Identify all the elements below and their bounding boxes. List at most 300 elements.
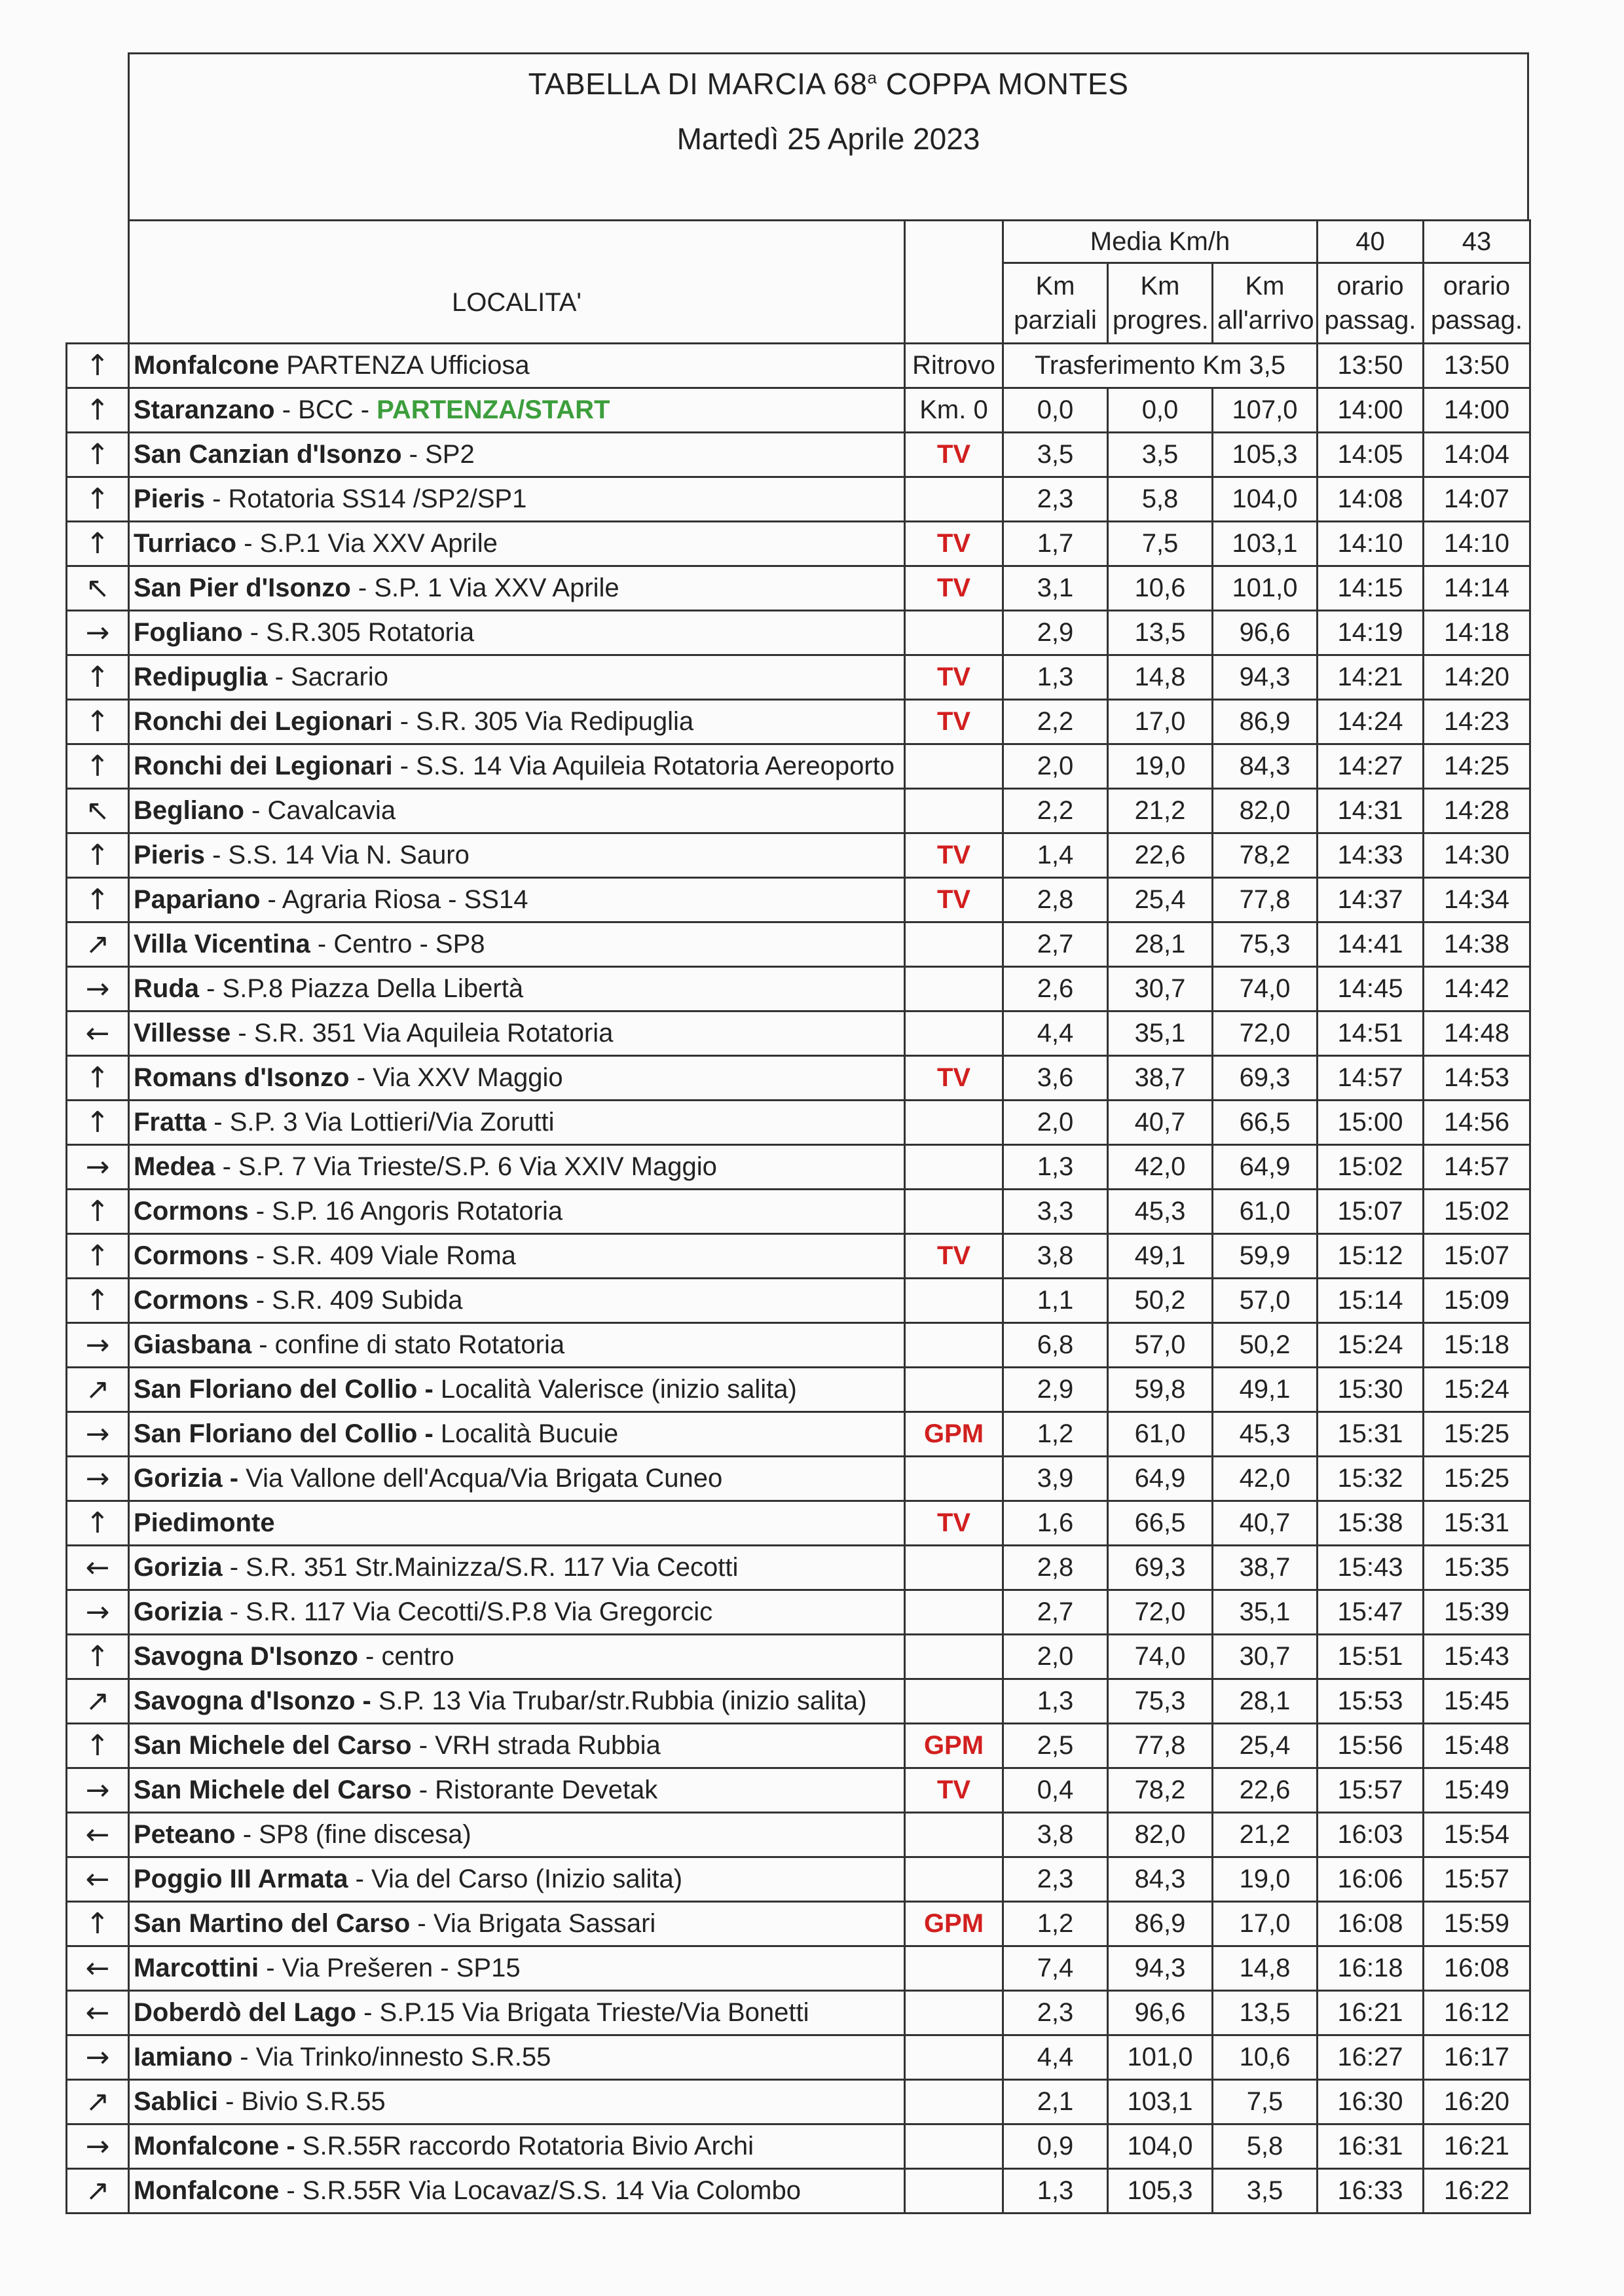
arrow-right-icon: →	[67, 1145, 129, 1190]
start-label: PARTENZA/START	[377, 395, 610, 424]
control-tag: TV	[905, 878, 1003, 922]
place-detail: - S.P.1 Via XXV Aprile	[236, 529, 498, 558]
km-parziali: 2,9	[1003, 1368, 1108, 1412]
control-tag: TV	[905, 566, 1003, 611]
km-all-arrivo: 96,6	[1213, 611, 1318, 655]
control-tag	[905, 2035, 1003, 2080]
km-all-arrivo: 28,1	[1213, 1679, 1318, 1724]
orario-passaggio-43: 15:09	[1424, 1279, 1530, 1323]
orario-passaggio-43: 14:25	[1424, 744, 1530, 789]
km-all-arrivo: 42,0	[1213, 1457, 1318, 1501]
table-row	[67, 1635, 1530, 1679]
arrow-up-right-icon: ↗	[67, 2080, 129, 2124]
table-row	[67, 1724, 1530, 1768]
localita-cell	[129, 1368, 905, 1412]
arrow-up-icon: ↑	[67, 700, 129, 744]
km-parziali: 3,8	[1003, 1234, 1108, 1279]
km-progressivi: 13,5	[1108, 611, 1213, 655]
place-detail: - Rotatoria SS14 /SP2/SP1	[204, 484, 527, 513]
place-name: Gorizia	[134, 1553, 223, 1582]
arrow-up-icon: ↑	[67, 1724, 129, 1768]
km-parziali: 1,4	[1003, 833, 1108, 878]
km-progressivi: 103,1	[1108, 2080, 1213, 2124]
orario-passaggio-40: 15:51	[1318, 1635, 1424, 1679]
place-name: Medea	[134, 1152, 215, 1181]
place-name: Gorizia	[134, 1597, 223, 1626]
orario-passaggio-40: 14:24	[1318, 700, 1424, 744]
place-detail: - Centro - SP8	[310, 930, 485, 958]
orario-passaggio-43: 15:54	[1424, 1813, 1530, 1857]
control-tag	[905, 1145, 1003, 1190]
place-name: Fratta	[134, 1108, 207, 1137]
control-tag	[905, 611, 1003, 655]
table-row	[67, 1991, 1530, 2035]
place-name: Romans d'Isonzo	[134, 1063, 350, 1092]
orario-passaggio-43: 16:21	[1424, 2124, 1530, 2169]
orario-passaggio-43: 14:28	[1424, 789, 1530, 833]
table-row	[67, 2080, 1530, 2124]
km-parziali: 2,5	[1003, 1724, 1108, 1768]
km-arrivo-header: Km all'arrivo	[1213, 263, 1318, 344]
place-detail: PARTENZA Ufficiosa	[279, 351, 530, 380]
km-all-arrivo: 94,3	[1213, 655, 1318, 700]
place-detail: - S.S. 14 Via Aquileia Rotatoria Aereoporto	[392, 752, 895, 780]
localita-cell	[129, 1056, 905, 1101]
place-detail: - S.R. 305 Via Redipuglia	[392, 707, 694, 736]
arrow-up-icon: ↑	[67, 433, 129, 477]
km-parziali: 1,1	[1003, 1279, 1108, 1323]
place-name: San Pier d'Isonzo	[134, 574, 351, 602]
km-parziali: 0,0	[1003, 388, 1108, 433]
arrow-up-icon: ↑	[67, 1501, 129, 1546]
table-row	[67, 1368, 1530, 1412]
km-all-arrivo: 19,0	[1213, 1857, 1318, 1902]
orario-passaggio-40: 14:33	[1318, 833, 1424, 878]
km-all-arrivo: 25,4	[1213, 1724, 1318, 1768]
arrow-right-icon: →	[67, 1412, 129, 1457]
control-tag: Ritrovo	[905, 344, 1003, 388]
km-progres-header: Km progres.	[1108, 263, 1213, 344]
km-progressivi: 7,5	[1108, 522, 1213, 566]
km-progressivi: 57,0	[1108, 1323, 1213, 1368]
place-detail: - Via del Carso (Inizio salita)	[348, 1865, 683, 1893]
localita-cell	[129, 655, 905, 700]
orario-passaggio-40: 14:31	[1318, 789, 1424, 833]
place-detail: - Cavalcavia	[244, 796, 396, 825]
localita-cell	[129, 1501, 905, 1546]
arrow-right-icon: →	[67, 1457, 129, 1501]
orario-passaggio-40: 16:03	[1318, 1813, 1424, 1857]
table-row	[67, 1145, 1530, 1190]
orario-passaggio-40: 15:30	[1318, 1368, 1424, 1412]
place-detail: - S.R. 409 Subida	[248, 1286, 463, 1315]
km-parziali: 1,3	[1003, 655, 1108, 700]
header-row-speed	[67, 221, 1530, 263]
km-parziali: 0,9	[1003, 2124, 1108, 2169]
orario-passaggio-43: 15:02	[1424, 1190, 1530, 1234]
km-all-arrivo: 103,1	[1213, 522, 1318, 566]
km-progressivi: 22,6	[1108, 833, 1213, 878]
km-parziali: 1,3	[1003, 1145, 1108, 1190]
km-progressivi: 77,8	[1108, 1724, 1213, 1768]
km-parziali: 3,5	[1003, 433, 1108, 477]
localita-cell	[129, 967, 905, 1011]
place-name: Staranzano	[134, 395, 275, 424]
km-parziali: 2,7	[1003, 922, 1108, 967]
orario-passaggio-43: 15:31	[1424, 1501, 1530, 1546]
km-parziali: 2,3	[1003, 1857, 1108, 1902]
table-row	[67, 1857, 1530, 1902]
speed-40-header: 40	[1318, 221, 1424, 263]
arrow-up-icon: ↑	[67, 477, 129, 522]
table-row	[67, 700, 1530, 744]
arrow-up-icon: ↑	[67, 1190, 129, 1234]
orario-passaggio-43: 15:18	[1424, 1323, 1530, 1368]
arrow-up-left-icon: ↖	[67, 789, 129, 833]
km-all-arrivo: 21,2	[1213, 1813, 1318, 1857]
km-all-arrivo: 78,2	[1213, 833, 1318, 878]
orario-passaggio-43: 14:18	[1424, 611, 1530, 655]
control-tag	[905, 1946, 1003, 1991]
km-parziali: 1,3	[1003, 1679, 1108, 1724]
table-row	[67, 1190, 1530, 1234]
orario-passaggio-40: 14:27	[1318, 744, 1424, 789]
place-detail: - S.R. 409 Viale Roma	[248, 1241, 516, 1270]
km-progressivi: 45,3	[1108, 1190, 1213, 1234]
orario-passaggio-43: 14:04	[1424, 433, 1530, 477]
km-progressivi: 82,0	[1108, 1813, 1213, 1857]
control-tag	[905, 1857, 1003, 1902]
arrow-up-icon: ↑	[67, 388, 129, 433]
arrow-up-icon: ↑	[67, 1279, 129, 1323]
place-detail: - S.R.55R Via Locavaz/S.S. 14 Via Colombo	[279, 2176, 801, 2205]
km-parziali: 2,6	[1003, 967, 1108, 1011]
place-name: Villa Vicentina	[134, 930, 310, 958]
orario-43-header: orario passag.	[1424, 263, 1530, 344]
localita-cell	[129, 2080, 905, 2124]
km-all-arrivo: 7,5	[1213, 2080, 1318, 2124]
localita-cell	[129, 388, 905, 433]
place-name: Marcottini	[134, 1954, 259, 1982]
arrow-left-icon: ←	[67, 1546, 129, 1590]
place-detail: - Via Trinko/innesto S.R.55	[232, 2043, 551, 2071]
control-tag	[905, 967, 1003, 1011]
table-row	[67, 833, 1530, 878]
orario-passaggio-40: 15:43	[1318, 1546, 1424, 1590]
localita-cell	[129, 1857, 905, 1902]
place-name: Piedimonte	[134, 1508, 275, 1537]
orario-passaggio-43: 15:25	[1424, 1412, 1530, 1457]
km-progressivi: 17,0	[1108, 700, 1213, 744]
table-row	[67, 2169, 1530, 2214]
arrow-left-icon: ←	[67, 1813, 129, 1857]
orario-passaggio-43: 14:30	[1424, 833, 1530, 878]
orario-passaggio-40: 14:21	[1318, 655, 1424, 700]
km-all-arrivo: 35,1	[1213, 1590, 1318, 1635]
table-row	[67, 1011, 1530, 1056]
control-tag	[905, 2080, 1003, 2124]
localita-cell	[129, 1724, 905, 1768]
orario-passaggio-40: 13:50	[1318, 344, 1424, 388]
km-all-arrivo: 101,0	[1213, 566, 1318, 611]
place-name: Pieris	[134, 841, 205, 869]
arrow-left-icon: ←	[67, 1991, 129, 2035]
control-tag: TV	[905, 700, 1003, 744]
orario-passaggio-43: 13:50	[1424, 344, 1530, 388]
place-name: San Floriano del Collio -	[134, 1375, 434, 1404]
km-progressivi: 61,0	[1108, 1412, 1213, 1457]
arrow-up-icon: ↑	[67, 833, 129, 878]
km-all-arrivo: 57,0	[1213, 1279, 1318, 1323]
km-progressivi: 10,6	[1108, 566, 1213, 611]
arrow-right-icon: →	[67, 2124, 129, 2169]
orario-passaggio-43: 14:14	[1424, 566, 1530, 611]
orario-passaggio-40: 15:56	[1318, 1724, 1424, 1768]
km-parziali: 2,1	[1003, 2080, 1108, 2124]
km-progressivi: 66,5	[1108, 1501, 1213, 1546]
place-detail: Via Vallone dell'Acqua/Via Brigata Cuneo	[238, 1464, 723, 1493]
place-detail: - Ristorante Devetak	[411, 1776, 658, 1804]
km-all-arrivo: 107,0	[1213, 388, 1318, 433]
arrow-up-right-icon: ↗	[67, 1368, 129, 1412]
orario-passaggio-40: 14:41	[1318, 922, 1424, 967]
place-detail: - Agraria Riosa - SS14	[260, 885, 528, 914]
orario-passaggio-43: 15:49	[1424, 1768, 1530, 1813]
place-detail: - SP2	[401, 440, 475, 469]
orario-passaggio-43: 14:38	[1424, 922, 1530, 967]
place-name: Monfalcone -	[134, 2132, 295, 2160]
arrow-up-right-icon: ↗	[67, 922, 129, 967]
km-parziali: 2,9	[1003, 611, 1108, 655]
place-detail: - Sacrario	[267, 663, 388, 691]
km-all-arrivo: 66,5	[1213, 1101, 1318, 1145]
km-progressivi: 96,6	[1108, 1991, 1213, 2035]
control-tag	[905, 2124, 1003, 2169]
place-detail: - S.P. 16 Angoris Rotatoria	[248, 1197, 563, 1226]
orario-passaggio-43: 15:59	[1424, 1902, 1530, 1946]
place-name: Fogliano	[134, 618, 243, 647]
km-progressivi: 78,2	[1108, 1768, 1213, 1813]
control-tag	[905, 1190, 1003, 1234]
arrow-up-icon: ↑	[67, 878, 129, 922]
localita-cell	[129, 1991, 905, 2035]
orario-passaggio-40: 16:27	[1318, 2035, 1424, 2080]
localita-cell	[129, 878, 905, 922]
arrow-left-icon: ←	[67, 1857, 129, 1902]
orario-passaggio-43: 16:22	[1424, 2169, 1530, 2214]
orario-passaggio-43: 14:56	[1424, 1101, 1530, 1145]
localita-cell	[129, 1590, 905, 1635]
control-tag	[905, 1011, 1003, 1056]
arrow-up-left-icon: ↖	[67, 566, 129, 611]
place-detail: - S.P.15 Via Brigata Trieste/Via Bonetti	[356, 1998, 809, 2027]
arrow-up-icon: ↑	[67, 1902, 129, 1946]
localita-header: LOCALITA'	[129, 263, 905, 344]
table-row	[67, 566, 1530, 611]
localita-cell	[129, 2035, 905, 2080]
table-row	[67, 611, 1530, 655]
arrow-up-icon: ↑	[67, 744, 129, 789]
arrow-up-icon: ↑	[67, 655, 129, 700]
place-detail: - VRH strada Rubbia	[411, 1731, 661, 1760]
control-tag	[905, 1279, 1003, 1323]
place-detail: - Via Brigata Sassari	[410, 1909, 656, 1938]
km-all-arrivo: 86,9	[1213, 700, 1318, 744]
table-row	[67, 655, 1530, 700]
km-all-arrivo: 3,5	[1213, 2169, 1318, 2214]
km-parziali: 2,0	[1003, 1101, 1108, 1145]
transfer-note: Trasferimento Km 3,5	[1003, 344, 1318, 388]
localita-cell	[129, 2169, 905, 2214]
orario-passaggio-40: 15:38	[1318, 1501, 1424, 1546]
km-parziali: 2,0	[1003, 1635, 1108, 1679]
place-name: Villesse	[134, 1019, 231, 1048]
localita-cell	[129, 833, 905, 878]
orario-passaggio-43: 14:23	[1424, 700, 1530, 744]
title-line-2: Martedì 25 Aprile 2023	[676, 122, 980, 156]
orario-passaggio-43: 16:20	[1424, 2080, 1530, 2124]
km-progressivi: 49,1	[1108, 1234, 1213, 1279]
km-parziali: 7,4	[1003, 1946, 1108, 1991]
orario-passaggio-43: 15:25	[1424, 1457, 1530, 1501]
km-parziali-header: Km parziali	[1003, 263, 1108, 344]
table-row	[67, 1279, 1530, 1323]
km-progressivi: 30,7	[1108, 967, 1213, 1011]
control-tag	[905, 1457, 1003, 1501]
localita-cell	[129, 522, 905, 566]
km-all-arrivo: 45,3	[1213, 1412, 1318, 1457]
km-progressivi: 105,3	[1108, 2169, 1213, 2214]
table-row	[67, 1590, 1530, 1635]
table-row	[67, 967, 1530, 1011]
header-row-columns	[67, 263, 1530, 344]
place-name: Papariano	[134, 885, 261, 914]
orario-passaggio-43: 14:42	[1424, 967, 1530, 1011]
place-name: Cormons	[134, 1286, 249, 1315]
arrow-up-right-icon: ↗	[67, 2169, 129, 2214]
control-tag: TV	[905, 1768, 1003, 1813]
orario-passaggio-40: 14:10	[1318, 522, 1424, 566]
orario-passaggio-40: 14:15	[1318, 566, 1424, 611]
place-name: Monfalcone	[134, 351, 280, 380]
km-parziali: 3,9	[1003, 1457, 1108, 1501]
km-progressivi: 5,8	[1108, 477, 1213, 522]
localita-cell	[129, 744, 905, 789]
km-progressivi: 19,0	[1108, 744, 1213, 789]
km-progressivi: 14,8	[1108, 655, 1213, 700]
control-tag: GPM	[905, 1412, 1003, 1457]
control-tag	[905, 1546, 1003, 1590]
control-tag	[905, 789, 1003, 833]
orario-passaggio-40: 14:37	[1318, 878, 1424, 922]
orario-passaggio-43: 16:12	[1424, 1991, 1530, 2035]
orario-passaggio-43: 14:10	[1424, 522, 1530, 566]
table-row	[67, 1234, 1530, 1279]
table-row	[67, 1546, 1530, 1590]
orario-passaggio-40: 14:19	[1318, 611, 1424, 655]
place-name: Sablici	[134, 2087, 218, 2116]
km-all-arrivo: 61,0	[1213, 1190, 1318, 1234]
arrow-up-icon: ↑	[67, 344, 129, 388]
place-detail: - S.P. 1 Via XXV Aprile	[350, 574, 619, 602]
km-all-arrivo: 69,3	[1213, 1056, 1318, 1101]
orario-passaggio-43: 14:48	[1424, 1011, 1530, 1056]
table-row	[67, 744, 1530, 789]
localita-cell	[129, 344, 905, 388]
table-row	[67, 344, 1530, 388]
km-progressivi: 72,0	[1108, 1590, 1213, 1635]
orario-passaggio-43: 15:39	[1424, 1590, 1530, 1635]
km-progressivi: 42,0	[1108, 1145, 1213, 1190]
orario-passaggio-40: 15:00	[1318, 1101, 1424, 1145]
localita-cell	[129, 1902, 905, 1946]
localita-cell	[129, 1946, 905, 1991]
orario-passaggio-40: 14:45	[1318, 967, 1424, 1011]
table-row	[67, 477, 1530, 522]
table-row	[67, 1457, 1530, 1501]
table-row	[67, 878, 1530, 922]
localita-cell	[129, 1101, 905, 1145]
table-row	[67, 922, 1530, 967]
place-name: Savogna D'Isonzo	[134, 1642, 358, 1671]
control-tag	[905, 1813, 1003, 1857]
orario-passaggio-40: 14:57	[1318, 1056, 1424, 1101]
km-parziali: 1,2	[1003, 1902, 1108, 1946]
localita-cell	[129, 1635, 905, 1679]
orario-passaggio-40: 16:31	[1318, 2124, 1424, 2169]
control-tag	[905, 1635, 1003, 1679]
localita-cell	[129, 1412, 905, 1457]
orario-passaggio-40: 16:30	[1318, 2080, 1424, 2124]
table-row	[67, 433, 1530, 477]
speed-43-header: 43	[1424, 221, 1530, 263]
table-row	[67, 388, 1530, 433]
orario-passaggio-40: 14:08	[1318, 477, 1424, 522]
km-parziali: 3,6	[1003, 1056, 1108, 1101]
km-all-arrivo: 17,0	[1213, 1902, 1318, 1946]
localita-cell	[129, 1145, 905, 1190]
km-progressivi: 86,9	[1108, 1902, 1213, 1946]
km-all-arrivo: 84,3	[1213, 744, 1318, 789]
control-tag: GPM	[905, 1724, 1003, 1768]
km-parziali: 4,4	[1003, 1011, 1108, 1056]
km-parziali: 2,7	[1003, 1590, 1108, 1635]
place-name: Cormons	[134, 1197, 249, 1226]
orario-passaggio-43: 15:57	[1424, 1857, 1530, 1902]
arrow-right-icon: →	[67, 1768, 129, 1813]
arrow-left-icon: ←	[67, 1011, 129, 1056]
place-detail: - S.P. 3 Via Lottieri/Via Zorutti	[206, 1108, 555, 1137]
arrow-right-icon: →	[67, 1590, 129, 1635]
table-row	[67, 1323, 1530, 1368]
orario-passaggio-43: 15:35	[1424, 1546, 1530, 1590]
orario-passaggio-40: 16:18	[1318, 1946, 1424, 1991]
table-row	[67, 1056, 1530, 1101]
km-parziali: 2,3	[1003, 477, 1108, 522]
km-progressivi: 75,3	[1108, 1679, 1213, 1724]
place-detail: - Bivio S.R.55	[217, 2087, 386, 2116]
km-all-arrivo: 104,0	[1213, 477, 1318, 522]
localita-cell	[129, 1323, 905, 1368]
table-row	[67, 789, 1530, 833]
orario-passaggio-40: 15:24	[1318, 1323, 1424, 1368]
km-all-arrivo: 13,5	[1213, 1991, 1318, 2035]
control-tag	[905, 1590, 1003, 1635]
table-row	[67, 1679, 1530, 1724]
place-detail: - S.R. 351 Str.Mainizza/S.R. 117 Via Cecotti	[222, 1553, 739, 1582]
orario-passaggio-43: 14:57	[1424, 1145, 1530, 1190]
place-name: Peteano	[134, 1820, 236, 1849]
